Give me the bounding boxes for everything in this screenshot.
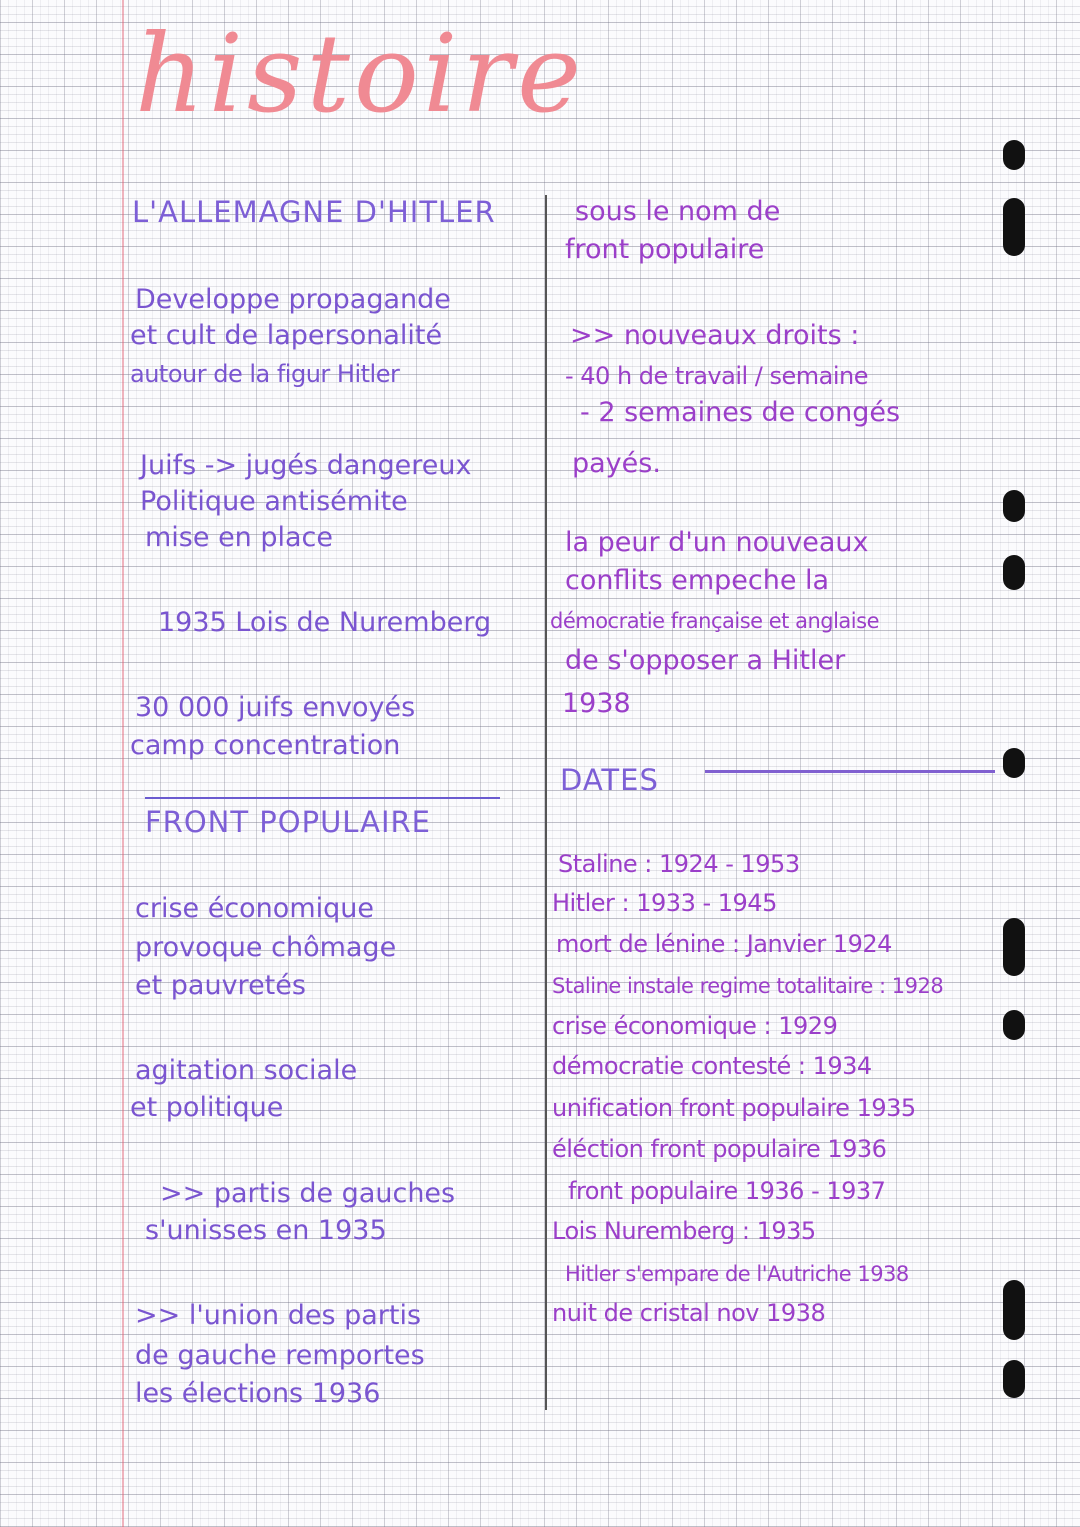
text-line: provoque chômage xyxy=(135,932,397,963)
margin-line xyxy=(122,0,124,1527)
text-line: la peur d'un nouveaux xyxy=(565,527,869,558)
text-line: et politique xyxy=(130,1092,284,1123)
text-line: Developpe propagande xyxy=(135,284,451,315)
date-item: Hitler s'empare de l'Autriche 1938 xyxy=(565,1262,909,1286)
text-line: front populaire xyxy=(565,234,765,265)
text-line: conflits empeche la xyxy=(565,565,830,596)
date-item: mort de lénine : Janvier 1924 xyxy=(556,930,892,958)
binder-hole xyxy=(1003,555,1025,590)
text-line: >> nouveaux droits : xyxy=(570,320,860,351)
text-line: de s'opposer a Hitler xyxy=(565,645,846,676)
date-item: crise économique : 1929 xyxy=(552,1012,838,1040)
text-line: et pauvretés xyxy=(135,970,306,1001)
text-line: agitation sociale xyxy=(135,1055,358,1086)
binder-hole xyxy=(1003,1360,1025,1398)
binder-hole xyxy=(1003,918,1025,976)
text-line: mise en place xyxy=(145,522,334,553)
binder-hole xyxy=(1003,748,1025,778)
date-item: Lois Nuremberg : 1935 xyxy=(552,1217,816,1245)
binder-hole xyxy=(1003,1010,1025,1040)
text-line: les élections 1936 xyxy=(135,1378,381,1409)
text-line: payés. xyxy=(572,448,661,479)
heading-front-populaire: FRONT POPULAIRE xyxy=(145,805,431,839)
text-line: et cult de lapersonalité xyxy=(130,320,443,351)
binder-hole xyxy=(1003,140,1025,170)
text-line: 1935 Lois de Nuremberg xyxy=(158,607,492,638)
heading-rule xyxy=(145,797,500,799)
text-line: camp concentration xyxy=(130,730,401,761)
text-line: - 40 h de travail / semaine xyxy=(565,362,868,390)
text-line: 30 000 juifs envoyés xyxy=(135,692,416,723)
date-item: Staline instale regime totalitaire : 1928 xyxy=(552,974,944,998)
text-line: crise économique xyxy=(135,893,374,924)
text-line: autour de la figur Hitler xyxy=(130,360,400,388)
date-item: éléction front populaire 1936 xyxy=(552,1135,887,1163)
binder-hole xyxy=(1003,198,1025,256)
heading-dates: DATES xyxy=(560,763,659,797)
text-line: - 2 semaines de congés xyxy=(580,397,901,428)
text-line: Politique antisémite xyxy=(140,486,408,517)
binder-hole xyxy=(1003,1280,1025,1340)
heading-rule xyxy=(705,770,995,773)
text-line: Juifs -> jugés dangereux xyxy=(140,450,472,481)
date-item: Staline : 1924 - 1953 xyxy=(558,850,800,878)
column-divider xyxy=(545,195,547,1410)
date-item: unification front populaire 1935 xyxy=(552,1094,916,1122)
text-line: >> partis de gauches xyxy=(160,1178,456,1209)
date-item: démocratie contesté : 1934 xyxy=(552,1052,872,1080)
date-item: nuit de cristal nov 1938 xyxy=(552,1299,826,1327)
text-line: de gauche remportes xyxy=(135,1340,425,1371)
text-line: 1938 xyxy=(562,688,631,719)
date-item: Hitler : 1933 - 1945 xyxy=(552,889,777,917)
binder-hole xyxy=(1003,490,1025,522)
text-line: s'unisses en 1935 xyxy=(145,1215,387,1246)
heading-allemagne: L'ALLEMAGNE D'HITLER xyxy=(132,195,496,229)
date-item: front populaire 1936 - 1937 xyxy=(568,1177,886,1205)
text-line: sous le nom de xyxy=(575,196,781,227)
page-title: histoire xyxy=(135,12,586,137)
text-line: démocratie française et anglaise xyxy=(550,609,879,633)
text-line: >> l'union des partis xyxy=(135,1300,422,1331)
